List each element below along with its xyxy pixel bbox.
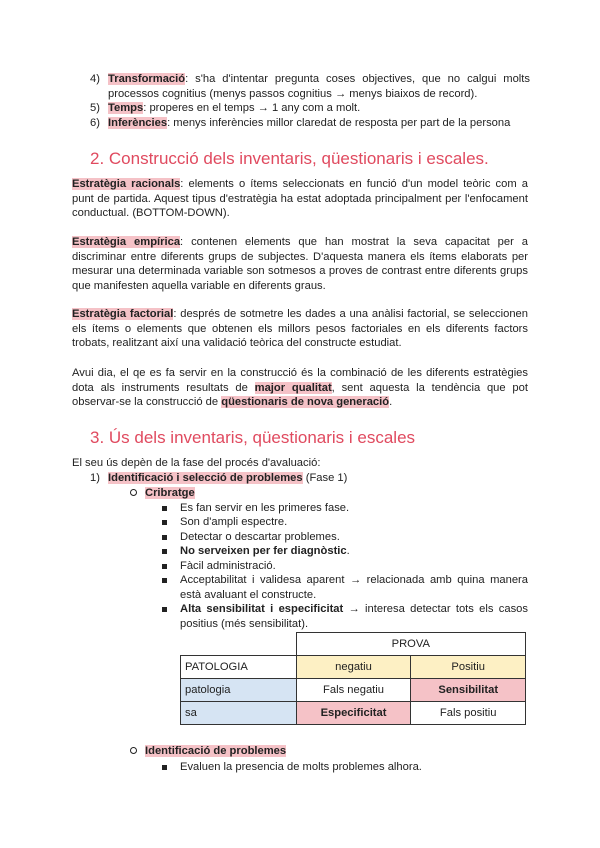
table-row bbox=[181, 656, 526, 679]
highlighted-term: Inferències bbox=[108, 117, 168, 129]
bullet-item bbox=[162, 559, 528, 574]
paragraph-text: , sent aquesta la tendència que pot observar-se la construcció de bbox=[72, 381, 528, 408]
paragraph-empirica bbox=[72, 235, 528, 293]
list-item bbox=[90, 116, 530, 131]
list-item bbox=[90, 471, 347, 486]
bullet-text: Son d'ampli espectre. bbox=[180, 516, 288, 528]
bold-text: Alta sensibilitat i especificitat bbox=[180, 603, 344, 615]
list-text: (Fase 1) bbox=[302, 472, 348, 484]
square-bullet-icon bbox=[162, 520, 167, 525]
list-number: 4) bbox=[90, 73, 100, 85]
paragraph-conclusion bbox=[72, 366, 528, 410]
bullet-text: Es fan servir en les primeres fase. bbox=[180, 502, 350, 514]
section-heading: 3. Ús dels inventaris, qüestionaris i escales bbox=[90, 428, 416, 447]
square-bullet-icon bbox=[162, 549, 167, 554]
paragraph-factorial bbox=[72, 307, 528, 351]
bullet-text: Fàcil administració. bbox=[180, 560, 276, 572]
bullet-item bbox=[162, 544, 528, 559]
section-intro: El seu ús depèn de la fase del procés d'avaluació: bbox=[72, 457, 321, 469]
highlighted-term: Estratègia empírica bbox=[72, 236, 181, 248]
list-number: 6) bbox=[90, 117, 100, 129]
paragraph-text: Avui dia, el qe es fa servir en la construcció és la combinació de les diferents estratègies dota als instruments resultats de bbox=[72, 367, 528, 394]
bullet-item bbox=[162, 602, 528, 631]
highlighted-term: Identificació de problemes bbox=[145, 745, 287, 757]
paragraph-racional bbox=[72, 177, 528, 221]
paragraph-text: . bbox=[389, 396, 393, 408]
square-bullet-icon bbox=[162, 564, 167, 569]
bold-text: No serveixen per fer diagnòstic bbox=[180, 545, 347, 557]
list-item bbox=[90, 101, 530, 116]
list-number: 5) bbox=[90, 102, 100, 114]
circle-bullet-icon bbox=[130, 747, 137, 754]
list-text: : menys inferències millor claredat de resposta per part de la persona bbox=[167, 117, 511, 129]
square-bullet-icon bbox=[162, 578, 167, 583]
highlighted-term: qüestionaris de nova generació bbox=[221, 396, 390, 408]
highlighted-term: major qualitat bbox=[254, 381, 332, 394]
square-bullet-icon bbox=[162, 506, 167, 511]
table-cell: sa bbox=[181, 702, 297, 725]
section-heading: 2. Construcció dels inventaris, qüestionaris i escales. bbox=[90, 149, 489, 168]
table-cell: Positiu bbox=[411, 656, 526, 679]
bullet-item bbox=[162, 760, 528, 775]
list-number: 1) bbox=[90, 472, 100, 484]
bullet-item bbox=[162, 501, 528, 516]
highlighted-term: Estratègia racionals bbox=[72, 178, 181, 190]
table-row bbox=[181, 702, 526, 725]
highlighted-term: Identificació i selecció de problemes bbox=[108, 472, 303, 484]
paragraph-text: : elements o ítems seleccionats en funció d'un model teòric com a punt de partida. Aquest tipus d'estratègia ha estat adoptada principalment per l'enfocament conductual. (BOTTOM-DOWN). bbox=[72, 178, 528, 219]
table-cell: Fals positiu bbox=[411, 702, 526, 725]
bullet-item bbox=[162, 515, 528, 530]
sublist-item bbox=[130, 744, 286, 759]
bullet-item bbox=[162, 530, 528, 545]
list-text: : s'ha d'intentar pregunta coses objectives, que no calgui molts processos cognitius (menys passos cognitius → menys biaixos de record). bbox=[108, 73, 530, 100]
square-bullet-icon bbox=[162, 607, 167, 612]
paragraph-text: : contenen elements que han mostrat la seva capacitat per a discriminar entre diferents grups de subjectes. D'aquesta manera els ítems elaborats per mesurar una determinada variable son sotmesos a proves de contrast entre diferents grups que manifesten aquella variable en diferents graus. bbox=[72, 236, 528, 292]
highlighted-term: Estratègia factorial bbox=[72, 308, 174, 320]
table-cell: Sensibilitat bbox=[411, 679, 526, 702]
circle-bullet-icon bbox=[130, 489, 137, 496]
table-cell: PATOLOGIA bbox=[181, 656, 297, 679]
table-cell: patologia bbox=[181, 679, 297, 702]
prova-table bbox=[180, 632, 526, 725]
table-cell: negatiu bbox=[296, 656, 411, 679]
list-text: : properes en el temps → 1 any com a molt. bbox=[143, 102, 361, 114]
bullet-text: → interesa detectar tots els casos positius (més sensibilitat). bbox=[180, 603, 528, 630]
highlighted-term: Transformació bbox=[108, 73, 186, 85]
bullet-text: Detectar o descartar problemes. bbox=[180, 531, 340, 543]
bullet-text: Acceptabilitat i validesa aparent → relacionada amb quina manera està avaluant el constructe. bbox=[180, 574, 528, 601]
table-row bbox=[181, 679, 526, 702]
bullet-text: Evaluen la presencia de molts problemes alhora. bbox=[180, 761, 422, 773]
bullet-item bbox=[162, 573, 528, 602]
table-header-prova: PROVA bbox=[296, 633, 525, 656]
bullet-text: . bbox=[346, 545, 350, 557]
sublist-item bbox=[130, 486, 195, 501]
table-cell: Fals negatiu bbox=[296, 679, 411, 702]
list-item bbox=[90, 72, 530, 101]
table-cell: Especificitat bbox=[296, 702, 411, 725]
square-bullet-icon bbox=[162, 535, 167, 540]
highlighted-term: Temps bbox=[108, 102, 144, 114]
table-cell-empty bbox=[181, 633, 297, 656]
paragraph-text: : després de sotmetre les dades a una anàlisi factorial, se seleccionen els ítems o elements que obtenen els millors pesos factoriales en els diferents factors trobats, realitzant així una validació teòrica del constructe estudiat. bbox=[72, 308, 528, 349]
table-row bbox=[181, 633, 526, 656]
highlighted-term: Cribratge bbox=[145, 487, 195, 499]
square-bullet-icon bbox=[162, 765, 167, 770]
